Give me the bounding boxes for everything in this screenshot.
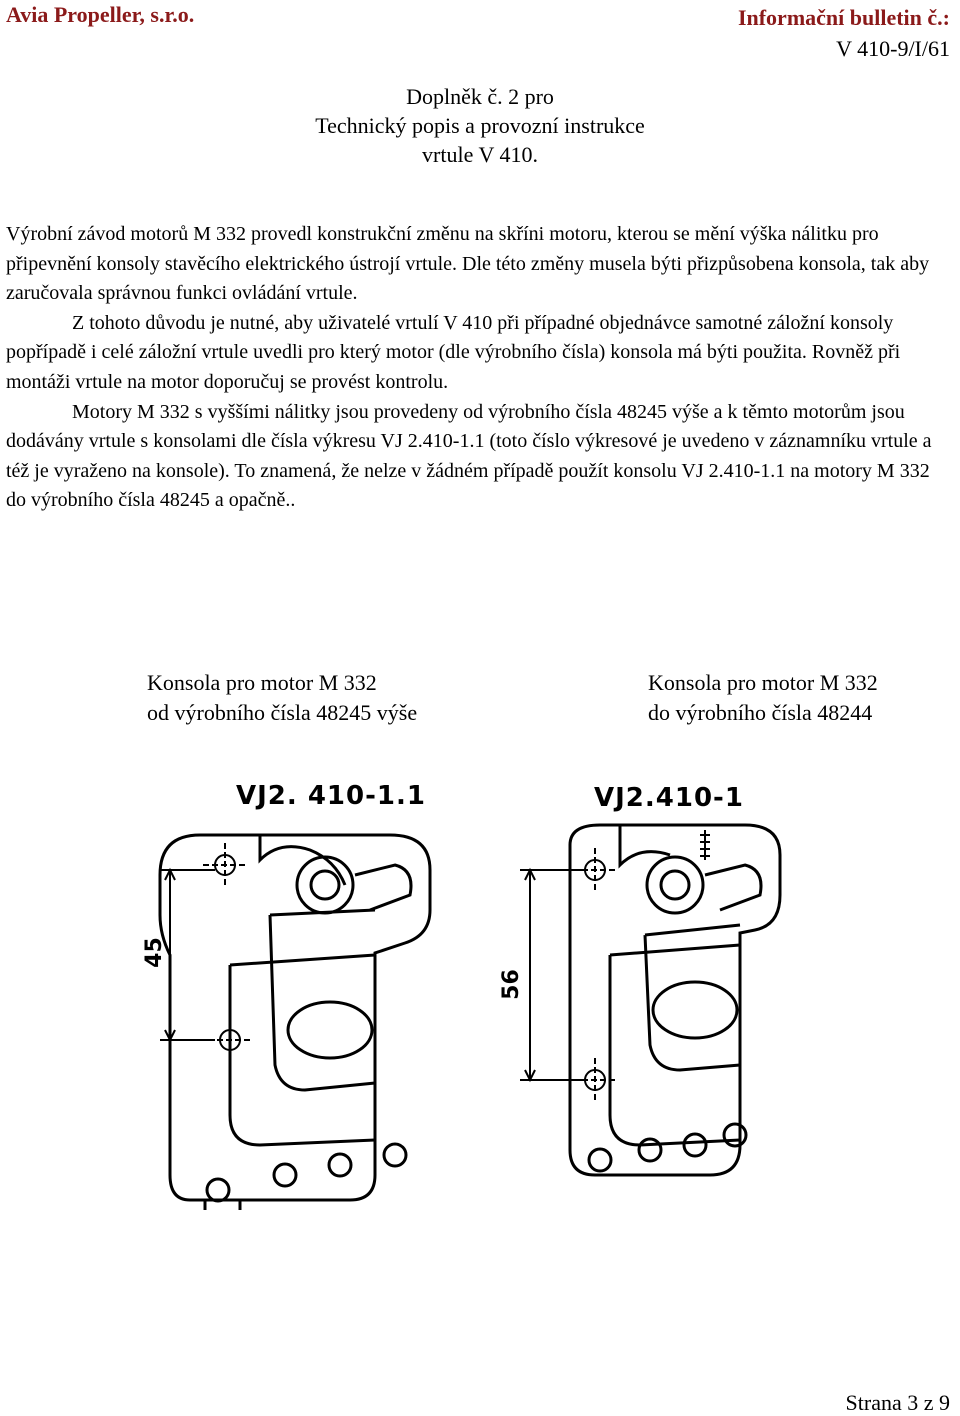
left-dimension-label: 45 — [141, 937, 167, 968]
body-text — [6, 220, 952, 516]
page-number: Strana 3 z 9 — [845, 1390, 950, 1415]
left-drawing-code: VJ2. 410-1.1 — [236, 781, 426, 811]
paragraph-3: Motory M 332 s vyššími nálitky jsou provedeny od výrobního čísla 48245 výše a k těmto motorům jsou dodávány vrtule s konsolami dle čísla výkresu VJ 2.410-1.1 (toto číslo výkresové je uvedeno v záznamníku vrtule a též je vyraženo na konsole). To znamená, že nelze v žádném případě použít konsolu VJ 2.410-1.1 na motory M 332 do výrobního čísla 48245 a opačně.. — [6, 400, 932, 512]
right-caption-line-1: Konsola pro motor M 332 — [648, 670, 878, 695]
bulletin-label: Informační bulletin č.: — [737, 5, 950, 30]
right-console-drawing — [490, 815, 840, 1210]
right-caption-line-2: do výrobního čísla 48244 — [648, 700, 873, 725]
bulletin-header — [738, 2, 950, 64]
left-caption-line-1: Konsola pro motor M 332 — [147, 670, 377, 695]
company-name: Avia Propeller, s.r.o. — [6, 2, 195, 27]
title-line-3: vrtule V 410. — [422, 142, 538, 167]
left-figure-caption — [147, 668, 417, 728]
document-title — [0, 82, 960, 169]
right-drawing-code: VJ2.410-1 — [594, 783, 744, 813]
left-caption-line-2: od výrobního čísla 48245 výše — [147, 700, 418, 725]
paragraph-1: Výrobní závod motorů M 332 provedl konstrukční změnu na skříni motoru, kterou se mění výška nálitku pro připevnění konsoly stavěcího elektrického ústrojí vrtule. Dle této změny musela býti přizpůsobena konsola, tak aby zaručovala správnou funkci ovládání vrtule. — [6, 223, 930, 305]
right-dimension-label: 56 — [498, 969, 524, 1000]
right-figure-caption — [648, 668, 878, 728]
title-line-1: Doplněk č. 2 pro — [406, 84, 554, 109]
bulletin-number: V 410-9/I/61 — [836, 36, 950, 61]
title-line-2: Technický popis a provozní instrukce — [315, 113, 645, 138]
paragraph-2: Z tohoto důvodu je nutné, aby uživatelé vrtulí V 410 při případné objednávce samotné záložní konsoly popřípadě i celé záložní vrtule uvedli pro který motor (dle výrobního čísla) konsola má býti použita. Rovněž při montáži vrtule na motor doporučuj se provést kontrolu. — [6, 311, 901, 393]
left-console-drawing — [130, 815, 480, 1210]
